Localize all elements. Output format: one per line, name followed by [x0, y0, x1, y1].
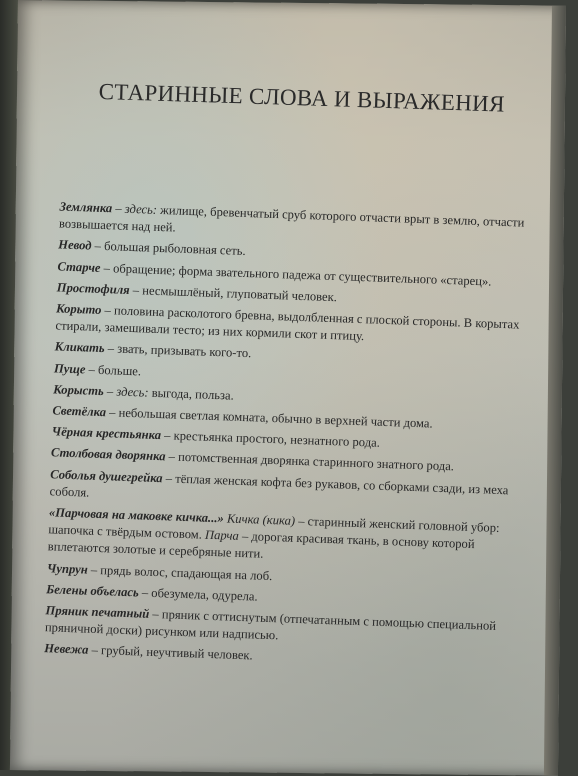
- glossary-definition-text: – прядь волос, спадающая на лоб.: [87, 562, 273, 583]
- glossary-definition-text: – несмышлёный, глуповатый человек.: [129, 282, 338, 304]
- glossary-term: Пуще: [53, 360, 86, 377]
- glossary-definition-text: – грубый, неучтивый человек.: [88, 643, 253, 663]
- page-right-edge: [544, 6, 566, 776]
- glossary-term: Простофиля: [56, 280, 130, 297]
- glossary-definition-text: – потомственная дворянка старинного знатного рода.: [165, 449, 455, 474]
- glossary-definition-text: – дорогая красивая ткань, в основу которой вплетаются золотые и серебряные нити.: [47, 529, 475, 562]
- glossary-term: Пряник печатный: [45, 603, 150, 621]
- glossary-term: Чёрная крестьянка: [51, 424, 162, 443]
- glossary-term: Невежа: [43, 641, 89, 658]
- glossary-definition-text: – старинный женский головной убор: шапочка с твёрдым остовом.: [48, 513, 500, 542]
- glossary-definition-text: жилище, бревенчатый сруб которого отчасти врыт в землю, отчасти возвышается над ней.: [58, 202, 525, 235]
- page-title: СТАРИННЫЕ СЛОВА И ВЫРАЖЕНИЯ: [98, 78, 506, 117]
- glossary-definition-text: – пряник с оттиснутым (отпечатанным с помощью специальной пряничной доски) рисунком или надписью.: [44, 606, 497, 643]
- glossary-italic-text: здесь:: [116, 384, 149, 400]
- glossary-definition-text: – небольшая светлая комната, обычно в верхней части дома.: [105, 405, 433, 431]
- glossary-term: Кликать: [54, 339, 105, 356]
- glossary-term: Корыто: [55, 301, 102, 317]
- book-page: [10, 0, 566, 776]
- glossary-definition-text: – большая рыболовная сеть.: [91, 238, 246, 259]
- glossary-definition-text: – тёплая женская кофта без рукавов, со сборками сзади, из меха соболя.: [49, 470, 509, 500]
- glossary-italic-text: Кичка (кика): [226, 511, 296, 528]
- glossary-term: Светёлка: [52, 403, 107, 420]
- glossary-italic-text: здесь:: [124, 201, 158, 217]
- glossary-term: Соболья душегрейка: [50, 466, 163, 485]
- glossary-definition-text: – звать, призывать кого-то.: [104, 341, 252, 361]
- glossary-term: «Парчовая на маковке кичка...»: [48, 505, 225, 526]
- glossary-definition-text: – половина расколотого бревна, выдолбленная с плоской стороны. В корытах стирали, замешивали тесто; из них кормили скот и птицу.: [55, 302, 520, 344]
- glossary-definition-text: – крестьянка простого, незнатного рода.: [160, 428, 381, 450]
- glossary-definition-text: –: [103, 383, 117, 399]
- glossary-term: Старче: [57, 259, 101, 275]
- glossary-definition-text: выгода, польза.: [148, 385, 235, 403]
- glossary-term: Землянка: [59, 199, 113, 216]
- glossary-italic-text: Парча: [204, 527, 240, 544]
- glossary-definition-text: – обращение; форма звательного падежа от существительного «старец».: [100, 260, 492, 289]
- glossary-term: Корысть: [53, 382, 105, 398]
- glossary-definition-text: –: [111, 201, 126, 216]
- glossary-definition-text: – обезумела, одурела.: [138, 585, 258, 604]
- glossary-term: Невод: [58, 237, 92, 253]
- glossary-term: Столбовая дворянка: [50, 445, 166, 464]
- glossary-term: Белены объелась: [46, 582, 139, 600]
- glossary-term: Чупрун: [46, 560, 88, 577]
- glossary-list: [44, 198, 530, 678]
- glossary-definition-text: – больше.: [85, 362, 142, 379]
